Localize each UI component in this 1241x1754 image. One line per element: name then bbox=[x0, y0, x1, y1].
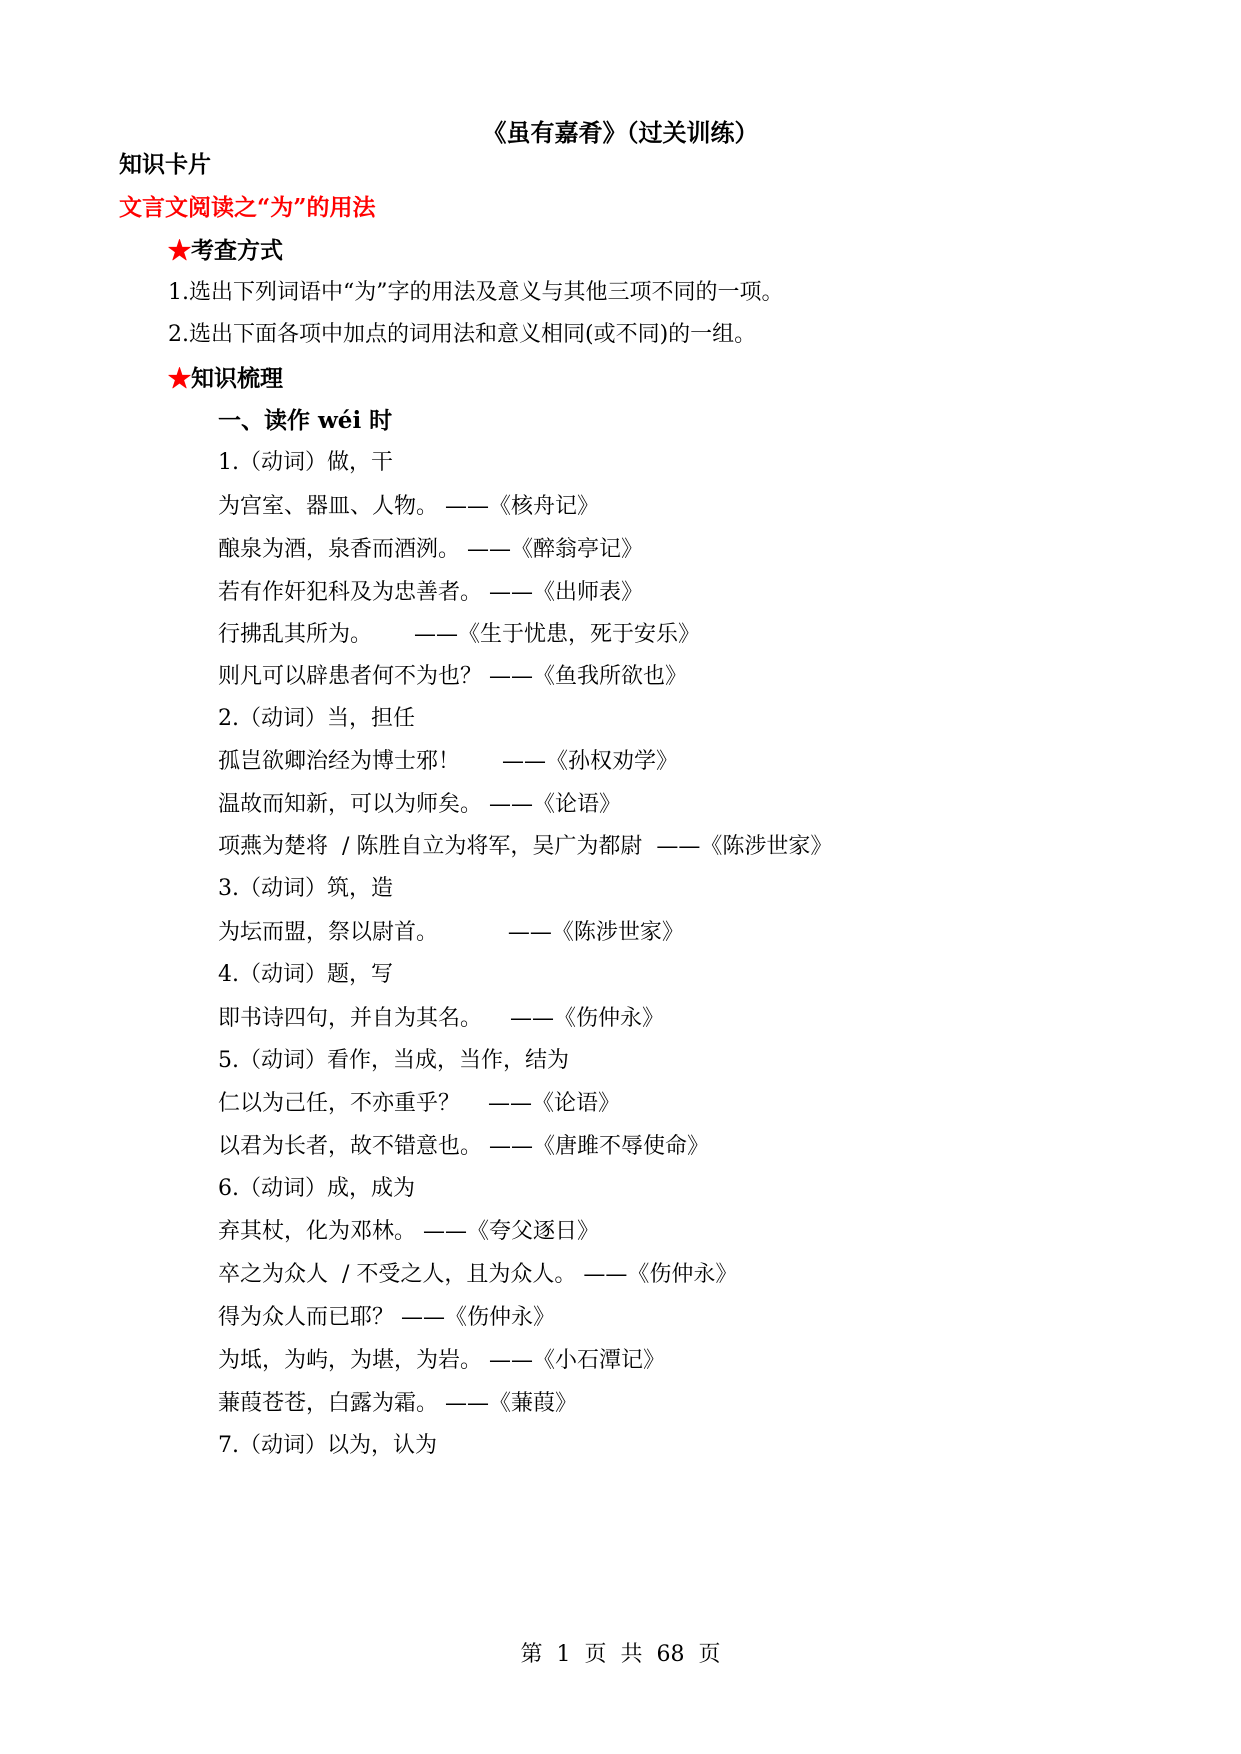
exam-item: 2.选出下面各项中加点的词用法和意义相同(或不同)的一组。 bbox=[168, 322, 757, 347]
section-heading: 知识卡片 bbox=[119, 151, 211, 178]
text-line: 项燕为楚将 / 陈胜自立为将军，吴广为都尉 ——《陈涉世家》 bbox=[218, 834, 833, 859]
text-line: 2.（动词）当，担任 bbox=[218, 706, 415, 731]
text-line: 行拂乱其所为。 ——《生于忧患，死于安乐》 bbox=[218, 622, 700, 647]
text-line: 孤岂欲卿治经为博士邪！ ——《孙权劝学》 bbox=[218, 749, 678, 774]
exam-heading bbox=[168, 236, 283, 266]
page-footer: 第 1 页 共 68 页 bbox=[520, 1642, 721, 1667]
text-line: 若有作奸犯科及为忠善者。 ——《出师表》 bbox=[218, 580, 643, 605]
exam-item: 1.选出下列词语中“为”字的用法及意义与其他三项不同的一项。 bbox=[168, 280, 784, 305]
text-line: 5.（动词）看作，当成，当作，结为 bbox=[218, 1048, 569, 1073]
text-line: 6.（动词）成，成为 bbox=[218, 1176, 415, 1201]
exam-heading-text: 考查方式 bbox=[191, 237, 283, 264]
part-heading: 一、读作 wéi 时 bbox=[218, 407, 393, 434]
text-line: 仁以为己任，不亦重乎？ ——《论语》 bbox=[218, 1091, 620, 1116]
subtitle-heading: 文言文阅读之“为”的用法 bbox=[119, 194, 376, 221]
knowledge-heading-text: 知识梳理 bbox=[191, 365, 283, 392]
text-line: 卒之为众人 / 不受之人，且为众人。 ——《伤仲永》 bbox=[218, 1262, 738, 1287]
text-line: 4.（动词）题，写 bbox=[218, 962, 393, 987]
text-line: 即书诗四句，并自为其名。 ——《伤仲永》 bbox=[218, 1006, 664, 1031]
text-line: 酿泉为酒，泉香而酒洌。 ——《醉翁亭记》 bbox=[218, 537, 643, 562]
page-title: 《虽有嘉肴》（过关训练） bbox=[482, 118, 759, 147]
knowledge-heading bbox=[168, 364, 283, 394]
text-line: 为坛而盟，祭以尉首。 ——《陈涉世家》 bbox=[218, 920, 684, 945]
text-line: 蒹葭苍苍，白露为霜。 ——《蒹葭》 bbox=[218, 1391, 577, 1416]
text-line: 弃其杖，化为邓林。 ——《夸父逐日》 bbox=[218, 1219, 599, 1244]
text-line: 为宫室、器皿、人物。 ——《核舟记》 bbox=[218, 494, 599, 519]
text-line: 温故而知新，可以为师矣。 ——《论语》 bbox=[218, 792, 621, 817]
text-line: 则凡可以辟患者何不为也？ ——《鱼我所欲也》 bbox=[218, 664, 687, 689]
text-line: 以君为长者，故不错意也。 ——《唐雎不辱使命》 bbox=[218, 1134, 709, 1159]
text-line: 为坻，为屿，为堪，为岩。 ——《小石潭记》 bbox=[218, 1348, 665, 1373]
text-line: 7.（动词）以为，认为 bbox=[218, 1433, 437, 1458]
text-line: 3.（动词）筑，造 bbox=[218, 876, 393, 901]
star-icon: ★ bbox=[168, 365, 191, 392]
star-icon: ★ bbox=[168, 237, 191, 264]
text-line: 得为众人而已耶？ ——《伤仲永》 bbox=[218, 1305, 555, 1330]
text-line: 1.（动词）做，干 bbox=[218, 450, 393, 475]
